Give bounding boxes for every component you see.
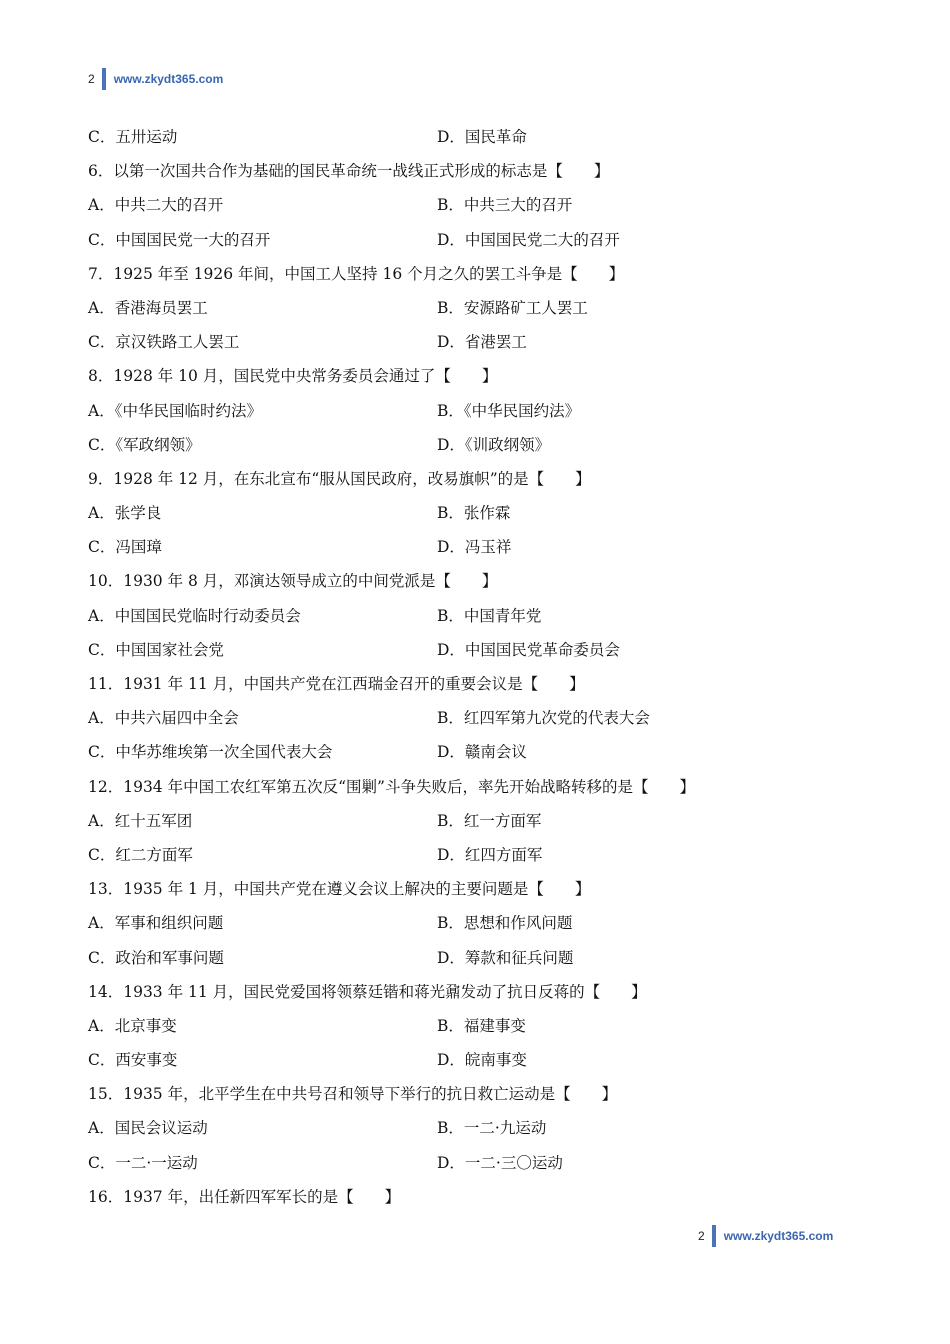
- answer-option: B．红四军第九次党的代表大会: [437, 709, 650, 728]
- option-row: [88, 1146, 868, 1180]
- option-row: [88, 633, 868, 667]
- option-row: [88, 906, 868, 940]
- answer-option: C．红二方面军: [88, 845, 193, 864]
- answer-option: A．红十五军团: [88, 811, 193, 830]
- option-row: [88, 701, 868, 735]
- header-divider: [102, 68, 106, 90]
- option-row: [88, 325, 868, 359]
- answer-option: C．政治和军事问题: [88, 948, 224, 967]
- answer-option: D．国民革命: [437, 128, 527, 146]
- answer-option: C．中国国家社会党: [88, 640, 224, 659]
- answer-option: A．中共六届四中全会: [88, 709, 239, 728]
- option-row: [88, 941, 868, 975]
- answer-option: B．中共三大的召开: [437, 196, 573, 215]
- site-url: www.zkydt365.com: [723, 1229, 834, 1243]
- answer-option: C．五卅运动: [88, 128, 178, 146]
- option-row: [88, 1009, 868, 1043]
- answer-option: A．香港海员罢工: [88, 298, 208, 317]
- site-url: www.zkydt365.com: [113, 72, 224, 86]
- answer-option: A．《中华民国临时约法》: [88, 401, 262, 420]
- answer-option: A．张学良: [88, 504, 162, 523]
- answer-option: D．红四方面军: [437, 845, 543, 864]
- answer-option: A．国民会议运动: [88, 1119, 208, 1138]
- answer-option: C．中国国民党一大的召开: [88, 230, 271, 249]
- answer-option: C．冯国璋: [88, 538, 162, 557]
- option-row: [88, 838, 868, 872]
- answer-option: C．中华苏维埃第一次全国代表大会: [88, 743, 333, 762]
- footer-divider: [712, 1225, 716, 1247]
- question-stem: 15．1935 年，北平学生在中共号召和领导下举行的抗日救亡运动是【 】: [88, 1085, 618, 1104]
- answer-option: C．京汉铁路工人罢工: [88, 333, 240, 352]
- answer-option: D．中国国民党二大的召开: [437, 230, 620, 249]
- page-number: 2: [698, 1229, 705, 1243]
- page-header: [88, 68, 223, 90]
- answer-option: B．一二·九运动: [437, 1119, 547, 1138]
- option-row: [88, 223, 868, 257]
- answer-option: A．中共二大的召开: [88, 196, 224, 215]
- answer-option: B．中国青年党: [437, 606, 542, 625]
- answer-option: B．福建事变: [437, 1016, 526, 1035]
- answer-option: D．省港罢工: [437, 333, 527, 352]
- option-row: [88, 120, 868, 154]
- question-stem: 6．以第一次国共合作为基础的国民革命统一战线正式形成的标志是【 】: [88, 162, 610, 181]
- answer-option: D．筹款和征兵问题: [437, 948, 574, 967]
- question-stem: 7．1925 年至 1926 年间，中国工人坚持 16 个月之久的罢工斗争是【 】: [88, 264, 625, 283]
- question-stem: 8．1928 年 10 月，国民党中央常务委员会通过了【 】: [88, 367, 498, 386]
- question-stem: 14．1933 年 11 月，国民党爱国将领蔡廷锴和蒋光鼐发动了抗日反蒋的【 】: [88, 982, 647, 1001]
- answer-option: D．《训政纲领》: [437, 435, 551, 454]
- answer-option: B．《中华民国约法》: [437, 401, 581, 420]
- option-row: [88, 1043, 868, 1077]
- answer-option: A．军事和组织问题: [88, 914, 224, 933]
- page-footer: [698, 1225, 833, 1247]
- answer-option: B．安源路矿工人罢工: [437, 298, 588, 317]
- answer-option: B．张作霖: [437, 504, 511, 523]
- option-row: [88, 394, 868, 428]
- answer-option: A．中国国民党临时行动委员会: [88, 606, 301, 625]
- question-stem: 11．1931 年 11 月，中国共产党在江西瑞金召开的重要会议是【 】: [88, 675, 585, 693]
- answer-option: C．一二·一运动: [88, 1153, 198, 1172]
- option-row: [88, 599, 868, 633]
- answer-option: B．红一方面军: [437, 811, 542, 830]
- answer-option: C．《军政纲领》: [88, 435, 201, 454]
- question-stem: 13．1935 年 1 月，中国共产党在遵义会议上解决的主要问题是【 】: [88, 880, 591, 899]
- answer-option: D．中国国民党革命委员会: [437, 640, 620, 659]
- answer-option: B．思想和作风问题: [437, 914, 573, 933]
- question-list: [88, 120, 868, 1214]
- answer-option: D．皖南事变: [437, 1051, 527, 1070]
- option-row: [88, 291, 868, 325]
- answer-option: C．西安事变: [88, 1051, 178, 1070]
- question-stem: 16．1937 年，出任新四军军长的是【 】: [88, 1187, 401, 1206]
- option-row: [88, 496, 868, 530]
- option-row: [88, 188, 868, 222]
- option-row: [88, 1111, 868, 1145]
- option-row: [88, 530, 868, 564]
- question-stem: 12．1934 年中国工农红军第五次反“围剿”斗争失败后，率先开始战略转移的是【 】: [88, 777, 695, 796]
- question-stem: 9．1928 年 12 月，在东北宣布“服从国民政府，改易旗帜”的是【 】: [88, 469, 591, 488]
- answer-option: D．冯玉祥: [437, 538, 512, 557]
- page-number: 2: [88, 72, 95, 86]
- answer-option: A．北京事变: [88, 1016, 177, 1035]
- option-row: [88, 735, 868, 769]
- option-row: [88, 804, 868, 838]
- option-row: [88, 428, 868, 462]
- answer-option: D．一二·三〇运动: [437, 1153, 563, 1172]
- question-stem: 10．1930 年 8 月，邓演达领导成立的中间党派是【 】: [88, 572, 498, 591]
- answer-option: D．赣南会议: [437, 743, 527, 762]
